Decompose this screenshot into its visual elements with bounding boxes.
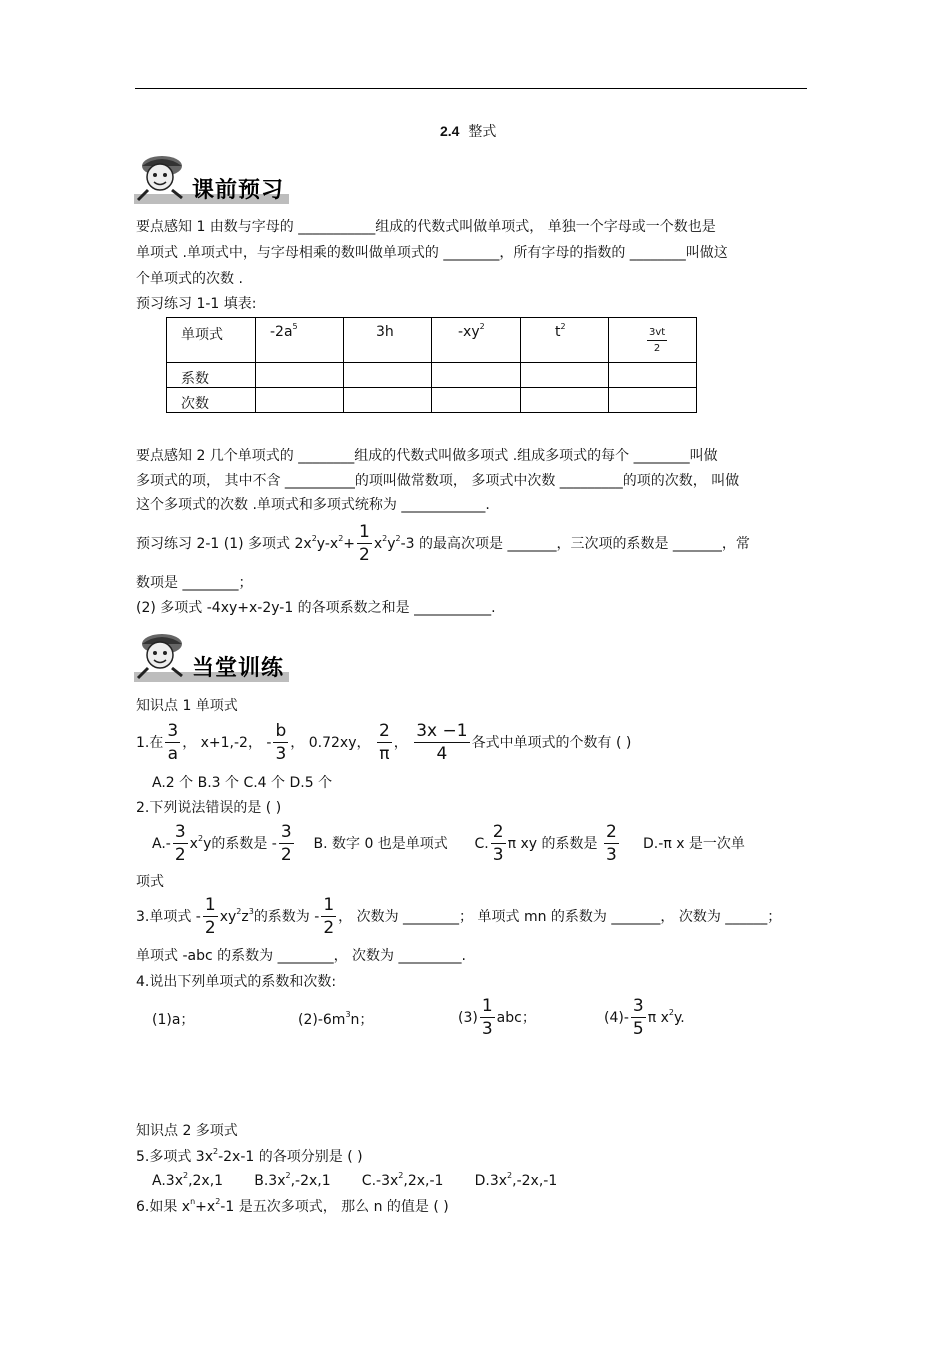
point1-line1: 要点感知 1 由数与字母的 ___________组成的代数式叫做单项式， 单独一个字母或一个数也是 — [136, 219, 716, 235]
table-blank[interactable] — [256, 388, 343, 412]
question-1-options: A.2 个 B.3 个 C.4 个 D.5 个 — [152, 775, 333, 791]
table-cell-c3: $-xy^2$ — [458, 322, 485, 340]
point1-line3: 个单项式的次数 . — [136, 271, 243, 287]
question-4-item4: (4)- $\frac{3}{5}$ π $x^2y$. — [604, 996, 685, 1039]
section-title: 2.4 整式 — [440, 123, 497, 140]
question-2-options: A.- $\frac{3}{2}$ $x^2y$的系数是 - $\frac{3}{2}$ B. 数字 0 也是单项式 C. $\frac{2}{3}$ π xy 的系数是 $\frac{2}{3}$ D.-π x 是一次单 — [152, 822, 745, 865]
table-blank[interactable] — [344, 363, 431, 387]
banner-preview-label: 课前预习 — [192, 178, 285, 203]
question-2-continuation: 项式 — [136, 874, 164, 890]
point1-line2: 单项式 .单项式中，与字母相乘的数叫做单项式的 ________，所有字母的指数的 ________叫做这 — [136, 245, 728, 261]
banner-practice-label: 当堂训练 — [192, 656, 285, 681]
table-row-degree: 次数 — [181, 396, 209, 412]
table-blank[interactable] — [344, 388, 431, 412]
knowledge-point-2: 知识点 2 多项式 — [136, 1123, 238, 1139]
banner-preview — [130, 150, 295, 208]
exercise-2-1-line2: 数项是 ________； — [136, 575, 253, 591]
option-a: $A.3x^2,2x,1$ — [152, 1171, 224, 1189]
monomial-table — [166, 317, 697, 413]
question-4-item2: $(2)-6m^3n$； — [298, 1010, 374, 1028]
point2-line1: 要点感知 2 几个单项式的 ________组成的代数式叫做多项式 .组成多项式的每个 ________叫做 — [136, 448, 718, 464]
table-blank[interactable] — [256, 363, 343, 387]
question-4-item3: (3) $\frac{1}{3}$ abc； — [458, 996, 536, 1039]
header-rule — [135, 88, 807, 89]
question-3-line2: 单项式 -abc 的系数为 ________， 次数为 _________. — [136, 948, 466, 964]
table-blank[interactable] — [609, 363, 696, 387]
question-1: 1.在 $\frac{3}{a}$ ， x+1,-2， - $\frac{b}{3}$ ， 0.72xy， $\frac{2}{\pi}$ ， $\frac{3x -1}{4}$ 各式中单项式的个数有 ( ) — [136, 721, 632, 764]
question-3-line1: 3.单项式 - $\frac{1}{2}$ $xy^2z^3$的系数为 - $\frac{1}{2}$ ， 次数为 ________； 单项式 mn 的系数为 _______， 次数为 ______； — [136, 895, 782, 938]
option-d: $D.3x^2,-2x,-1$ — [474, 1171, 558, 1189]
option-c: $C.-3x^2,2x,-1$ — [361, 1171, 444, 1189]
point2-line2: 多项式的项， 其中不含 __________的项叫做常数项， 多项式中次数 _________的项的次数， 叫做 — [136, 473, 740, 489]
table-cell-c2: 3h — [376, 324, 394, 340]
question-6: 6.如果 $x^n+x^2-1$ 是五次多项式， 那么 n 的值是 ( ) — [136, 1197, 449, 1215]
table-header-monomial: 单项式 — [181, 327, 223, 343]
table-blank[interactable] — [432, 363, 520, 387]
knowledge-point-1: 知识点 1 单项式 — [136, 698, 238, 714]
question-5-options — [152, 1171, 558, 1189]
table-blank[interactable] — [521, 363, 608, 387]
question-2-stem: 2.下列说法错误的是 ( ) — [136, 800, 282, 816]
question-4-stem: 4.说出下列单项式的系数和次数: — [136, 974, 337, 990]
exercise-2-1-line3: (2) 多项式 -4xy+x-2y-1 的各项系数之和是 ___________. — [136, 600, 496, 616]
exercise-1-1-label: 预习练习 1-1 填表: — [136, 296, 257, 312]
table-blank[interactable] — [521, 388, 608, 412]
exercise-2-1-line1: 预习练习 2-1 (1) 多项式 $2x^2y-x^2+$ $\frac{1}{2}$ $x^2y^2-3$ 的最高次项是 _______，三次项的系数是 _______，常 — [136, 522, 750, 565]
table-cell-c5: $\frac{3vt}{2}$ — [649, 327, 666, 354]
table-row-coefficient: 系数 — [181, 371, 209, 387]
table-blank[interactable] — [609, 388, 696, 412]
banner-practice — [130, 628, 295, 686]
question-4-item1: (1)a； — [152, 1012, 195, 1028]
table-cell-c4: $t^2$ — [555, 322, 566, 340]
option-b: $B.3x^2,-2x,1$ — [254, 1171, 331, 1189]
question-5-stem: 5.多项式 $3x^2-2x-1$ 的各项分别是 ( ) — [136, 1147, 363, 1165]
table-cell-c1: $-2a^5$ — [270, 322, 298, 340]
table-blank[interactable] — [432, 388, 520, 412]
point2-line3: 这个多项式的次数 .单项式和多项式统称为 ____________. — [136, 497, 490, 513]
